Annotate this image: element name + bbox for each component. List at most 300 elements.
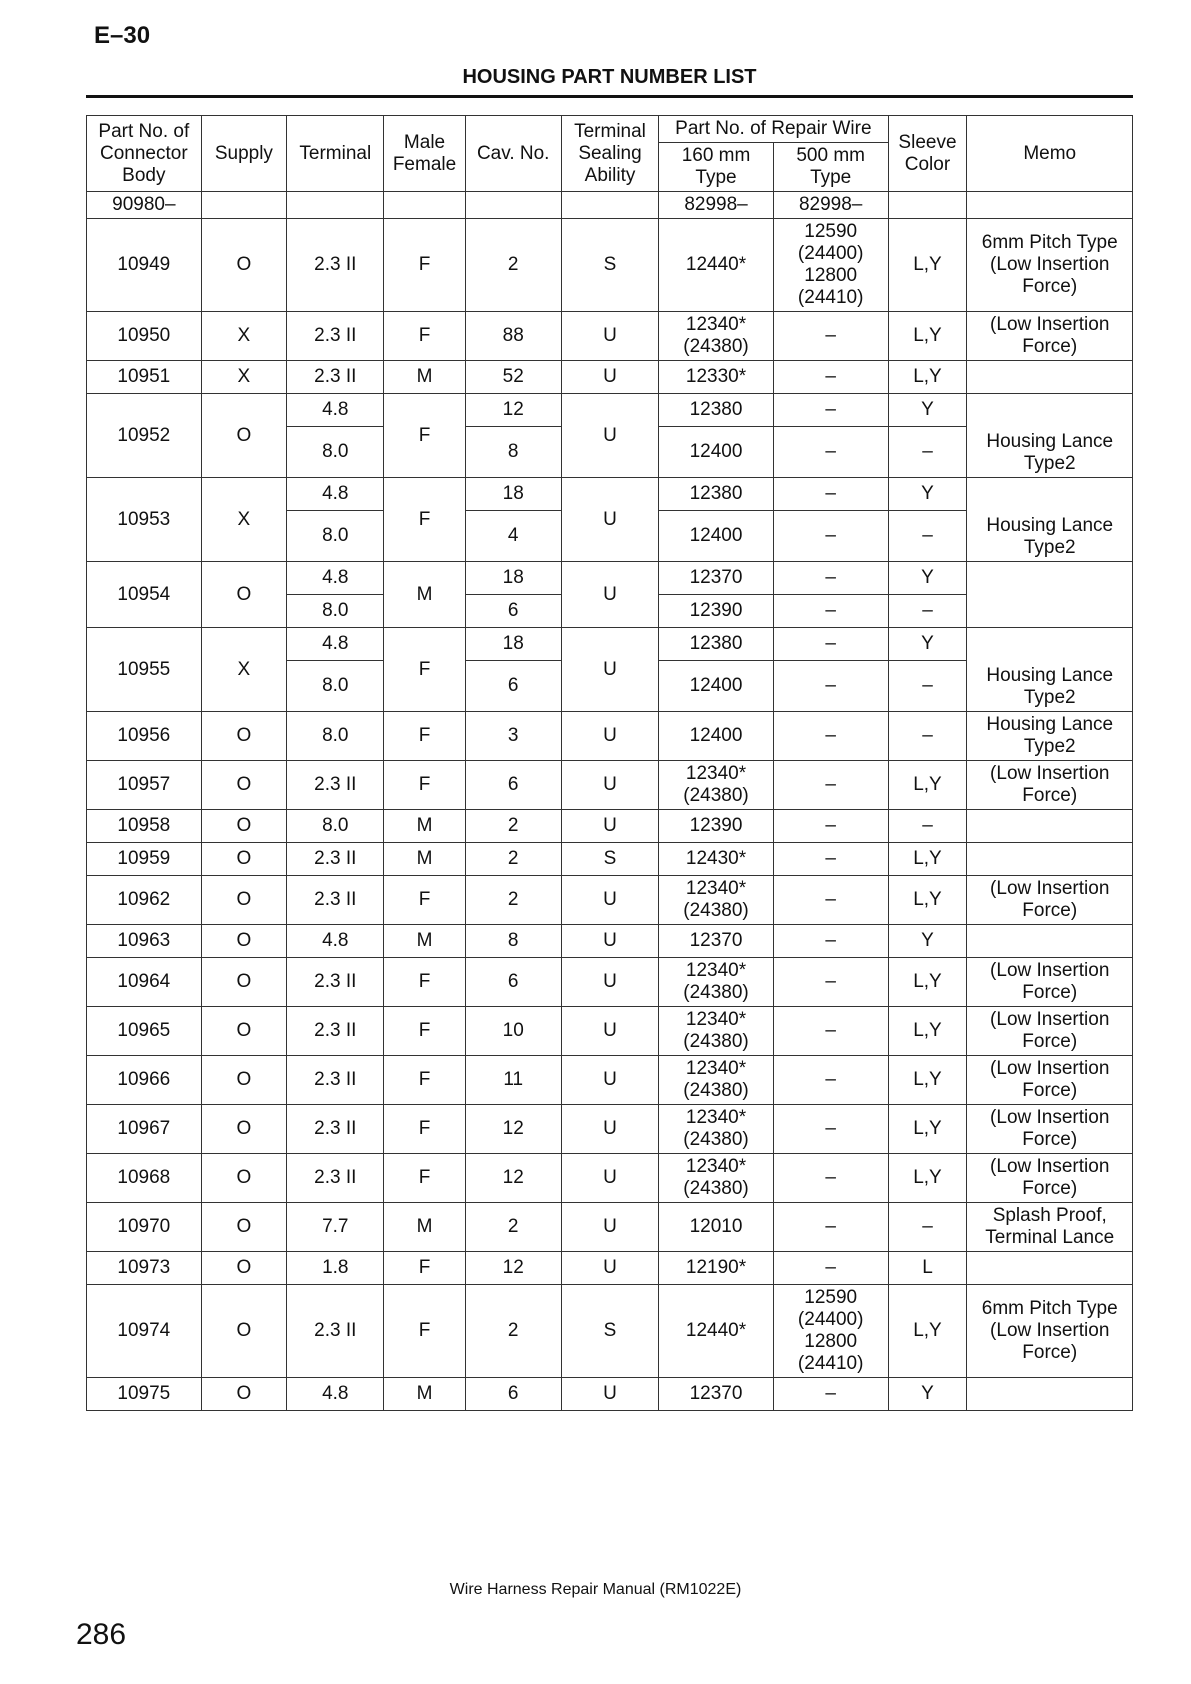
- supply-cell: O: [201, 1105, 286, 1154]
- table-row: [87, 562, 1133, 595]
- memo-cell: [967, 810, 1133, 843]
- repair-500-line: –: [825, 971, 836, 992]
- table-row: [87, 1105, 1133, 1154]
- male-female-cell: F: [384, 394, 465, 478]
- repair-160-line: 12340*: [685, 1058, 747, 1079]
- memo-line: Force): [1022, 336, 1078, 357]
- cav-no-cell: 2: [465, 843, 561, 876]
- cav-no-cell: 4: [465, 511, 561, 562]
- repair-160-cell: [659, 478, 774, 511]
- sleeve-color-cell: L,Y: [888, 312, 967, 361]
- male-female-cell: M: [384, 1203, 465, 1252]
- prefix-empty-cell: [967, 192, 1133, 219]
- sleeve-color-cell: Y: [888, 628, 967, 661]
- part-no-cell: 10956: [87, 712, 202, 761]
- part-no-cell: 10970: [87, 1203, 202, 1252]
- sleeve-color-cell: L,Y: [888, 1154, 967, 1203]
- memo-line: Force): [1022, 1031, 1078, 1052]
- repair-500-cell: [773, 661, 888, 712]
- male-female-cell: M: [384, 562, 465, 628]
- memo-line: Housing Lance: [986, 431, 1114, 452]
- male-female-cell: M: [384, 361, 465, 394]
- repair-500-line: –: [825, 633, 836, 654]
- sleeve-color-cell: L,Y: [888, 1007, 967, 1056]
- sleeve-color-cell: Y: [888, 478, 967, 511]
- supply-cell: X: [201, 312, 286, 361]
- repair-500-cell: [773, 1203, 888, 1252]
- memo-cell: [967, 1378, 1133, 1411]
- part-no-cell: 10953: [87, 478, 202, 562]
- table-row: [87, 1285, 1133, 1378]
- header-cav-no: Cav. No.: [465, 116, 561, 192]
- table-row: [87, 843, 1133, 876]
- table-row: [87, 1056, 1133, 1105]
- part-no-cell: 10965: [87, 1007, 202, 1056]
- table-row: [87, 712, 1133, 761]
- terminal-cell: 8.0: [287, 595, 384, 628]
- memo-line: Housing Lance: [986, 665, 1114, 686]
- repair-500-line: –: [825, 1069, 836, 1090]
- cav-no-cell: 8: [465, 427, 561, 478]
- sealing-cell: U: [561, 761, 658, 810]
- repair-160-line: 12340*: [685, 1156, 747, 1177]
- cav-no-cell: 2: [465, 810, 561, 843]
- memo-line: (Low Insertion: [990, 1058, 1110, 1079]
- memo-line: (Low Insertion: [990, 314, 1110, 335]
- sealing-cell: U: [561, 1056, 658, 1105]
- repair-160-cell: [659, 1285, 774, 1378]
- memo-line: (Low Insertion: [990, 1107, 1110, 1128]
- sleeve-color-cell: L,Y: [888, 1056, 967, 1105]
- memo-line: (Low Insertion: [990, 1156, 1110, 1177]
- repair-160-line: 12400: [689, 675, 743, 696]
- terminal-cell: 2.3 II: [287, 312, 384, 361]
- repair-160-line: (24380): [683, 1129, 749, 1150]
- sealing-cell: U: [561, 712, 658, 761]
- male-female-cell: F: [384, 219, 465, 312]
- sealing-cell: S: [561, 843, 658, 876]
- cav-no-cell: 2: [465, 219, 561, 312]
- repair-160-line: (24380): [683, 900, 749, 921]
- terminal-cell: 4.8: [287, 478, 384, 511]
- repair-160-cell: [659, 876, 774, 925]
- repair-500-cell: [773, 361, 888, 394]
- repair-500-line: –: [825, 675, 836, 696]
- repair-500-line: (24400): [797, 1309, 864, 1330]
- part-no-cell: 10950: [87, 312, 202, 361]
- repair-160-cell: [659, 761, 774, 810]
- cav-no-cell: 18: [465, 628, 561, 661]
- repair-160-line: 12370: [689, 930, 743, 951]
- table-row: [87, 478, 1133, 511]
- table-row: [87, 361, 1133, 394]
- memo-cell: [967, 712, 1133, 761]
- repair-500-line: –: [825, 441, 836, 462]
- cav-no-cell: 10: [465, 1007, 561, 1056]
- sleeve-color-cell: Y: [888, 1378, 967, 1411]
- sleeve-color-cell: Y: [888, 925, 967, 958]
- supply-cell: O: [201, 761, 286, 810]
- repair-500-line: –: [825, 930, 836, 951]
- part-no-cell: 10974: [87, 1285, 202, 1378]
- memo-cell: [967, 312, 1133, 361]
- memo-line: Type2: [1023, 687, 1076, 708]
- repair-160-line: 12380: [689, 633, 743, 654]
- memo-cell: [967, 761, 1133, 810]
- sleeve-color-cell: –: [888, 595, 967, 628]
- terminal-cell: 8.0: [287, 712, 384, 761]
- repair-160-cell: [659, 1378, 774, 1411]
- prefix-part-no: 90980–: [87, 192, 202, 219]
- repair-500-line: –: [825, 567, 836, 588]
- memo-cell: [967, 562, 1133, 628]
- sleeve-color-cell: L,Y: [888, 1105, 967, 1154]
- terminal-cell: 2.3 II: [287, 219, 384, 312]
- memo-cell: [967, 1285, 1133, 1378]
- prefix-empty-cell: [287, 192, 384, 219]
- male-female-cell: M: [384, 925, 465, 958]
- repair-160-line: (24380): [683, 1080, 749, 1101]
- repair-160-line: 12400: [689, 525, 743, 546]
- memo-line: (Low Insertion: [990, 1009, 1110, 1030]
- cav-no-cell: 6: [465, 1378, 561, 1411]
- part-no-cell: 10954: [87, 562, 202, 628]
- prefix-row: [87, 192, 1133, 219]
- sleeve-color-cell: –: [888, 427, 967, 478]
- repair-500-cell: [773, 394, 888, 427]
- terminal-cell: 2.3 II: [287, 958, 384, 1007]
- sleeve-color-cell: L,Y: [888, 761, 967, 810]
- memo-line: (Low Insertion: [990, 878, 1110, 899]
- repair-500-cell: [773, 511, 888, 562]
- memo-cell: [967, 1105, 1133, 1154]
- table-row: [87, 312, 1133, 361]
- male-female-cell: F: [384, 1105, 465, 1154]
- terminal-cell: 1.8: [287, 1252, 384, 1285]
- repair-160-cell: [659, 1105, 774, 1154]
- terminal-cell: 4.8: [287, 394, 384, 427]
- terminal-cell: 2.3 II: [287, 761, 384, 810]
- supply-cell: O: [201, 876, 286, 925]
- supply-cell: O: [201, 925, 286, 958]
- repair-160-line: 12390: [689, 600, 743, 621]
- repair-500-cell: [773, 1007, 888, 1056]
- memo-line: Type2: [1023, 453, 1076, 474]
- table-row: [87, 876, 1133, 925]
- repair-160-line: 12440*: [685, 254, 747, 275]
- memo-cell: [967, 1056, 1133, 1105]
- header-repair-160: 160 mm Type: [659, 143, 774, 192]
- repair-500-cell: [773, 1056, 888, 1105]
- prefix-empty-cell: [561, 192, 658, 219]
- table-row: [87, 925, 1133, 958]
- table-row: [87, 1203, 1133, 1252]
- terminal-cell: 8.0: [287, 661, 384, 712]
- part-no-cell: 10952: [87, 394, 202, 478]
- male-female-cell: F: [384, 712, 465, 761]
- sleeve-color-cell: Y: [888, 394, 967, 427]
- supply-cell: O: [201, 1056, 286, 1105]
- cav-no-cell: 11: [465, 1056, 561, 1105]
- header-supply: Supply: [201, 116, 286, 192]
- prefix-empty-cell: [201, 192, 286, 219]
- repair-160-line: (24380): [683, 1031, 749, 1052]
- male-female-cell: F: [384, 876, 465, 925]
- repair-160-line: (24380): [683, 982, 749, 1003]
- memo-cell: [967, 876, 1133, 925]
- memo-line: Force): [1022, 276, 1078, 297]
- repair-160-cell: [659, 1154, 774, 1203]
- part-no-cell: 10959: [87, 843, 202, 876]
- sealing-cell: U: [561, 1252, 658, 1285]
- part-no-cell: 10966: [87, 1056, 202, 1105]
- repair-500-cell: [773, 595, 888, 628]
- repair-500-cell: [773, 1378, 888, 1411]
- male-female-cell: F: [384, 1056, 465, 1105]
- cav-no-cell: 6: [465, 595, 561, 628]
- repair-160-line: 12380: [689, 399, 743, 420]
- terminal-cell: 2.3 II: [287, 1007, 384, 1056]
- memo-cell: [967, 1007, 1133, 1056]
- table-row: [87, 810, 1133, 843]
- table-header: [87, 116, 1133, 192]
- male-female-cell: F: [384, 628, 465, 712]
- repair-160-line: 12430*: [685, 848, 747, 869]
- repair-500-cell: [773, 1252, 888, 1285]
- repair-500-line: –: [825, 399, 836, 420]
- supply-cell: O: [201, 219, 286, 312]
- memo-line: Housing Lance: [986, 515, 1114, 536]
- memo-line: (Low Insertion: [990, 763, 1110, 784]
- repair-500-line: 12590: [804, 221, 858, 242]
- sealing-cell: U: [561, 562, 658, 628]
- cav-no-cell: 2: [465, 1203, 561, 1252]
- repair-160-cell: [659, 1203, 774, 1252]
- memo-cell: [967, 1203, 1133, 1252]
- sealing-cell: U: [561, 1203, 658, 1252]
- table-body: [87, 192, 1133, 1411]
- prefix-repair-160: 82998–: [659, 192, 774, 219]
- male-female-cell: M: [384, 843, 465, 876]
- sealing-cell: U: [561, 925, 658, 958]
- repair-500-cell: [773, 219, 888, 312]
- cav-no-cell: 52: [465, 361, 561, 394]
- repair-160-line: 12340*: [685, 1009, 747, 1030]
- cav-no-cell: 12: [465, 1105, 561, 1154]
- supply-cell: X: [201, 478, 286, 562]
- prefix-empty-cell: [465, 192, 561, 219]
- repair-160-line: (24380): [683, 336, 749, 357]
- sealing-cell: S: [561, 1285, 658, 1378]
- supply-cell: O: [201, 1203, 286, 1252]
- memo-line: Splash Proof,: [992, 1205, 1107, 1226]
- page-title: HOUSING PART NUMBER LIST: [462, 66, 757, 88]
- repair-500-line: –: [825, 366, 836, 387]
- supply-cell: O: [201, 958, 286, 1007]
- memo-cell: [967, 219, 1133, 312]
- memo-line: Force): [1022, 1178, 1078, 1199]
- sealing-cell: U: [561, 1154, 658, 1203]
- memo-line: 6mm Pitch Type: [981, 232, 1118, 253]
- male-female-cell: F: [384, 478, 465, 562]
- prefix-empty-cell: [384, 192, 465, 219]
- cav-no-cell: 2: [465, 876, 561, 925]
- repair-160-line: 12010: [689, 1216, 743, 1237]
- memo-cell: [967, 958, 1133, 1007]
- repair-160-cell: [659, 312, 774, 361]
- repair-500-line: –: [825, 325, 836, 346]
- part-no-cell: 10957: [87, 761, 202, 810]
- sleeve-color-cell: –: [888, 810, 967, 843]
- repair-160-cell: [659, 810, 774, 843]
- terminal-cell: 4.8: [287, 925, 384, 958]
- repair-500-cell: [773, 925, 888, 958]
- memo-line: Type2: [1023, 537, 1076, 558]
- part-no-cell: 10958: [87, 810, 202, 843]
- memo-line: (Low Insertion: [990, 960, 1110, 981]
- terminal-cell: 2.3 II: [287, 1285, 384, 1378]
- repair-500-cell: [773, 312, 888, 361]
- cav-no-cell: 12: [465, 394, 561, 427]
- memo-line: Force): [1022, 1080, 1078, 1101]
- male-female-cell: F: [384, 1007, 465, 1056]
- repair-160-cell: [659, 925, 774, 958]
- sleeve-color-cell: L,Y: [888, 843, 967, 876]
- repair-160-cell: [659, 511, 774, 562]
- memo-line: (Low Insertion: [990, 254, 1110, 275]
- memo-line: Force): [1022, 982, 1078, 1003]
- memo-line: Force): [1022, 900, 1078, 921]
- sealing-cell: S: [561, 219, 658, 312]
- memo-line: Terminal Lance: [985, 1227, 1115, 1248]
- sleeve-color-cell: L: [888, 1252, 967, 1285]
- male-female-cell: F: [384, 1285, 465, 1378]
- supply-cell: O: [201, 1378, 286, 1411]
- memo-cell: [967, 394, 1133, 478]
- supply-cell: O: [201, 1285, 286, 1378]
- repair-500-cell: [773, 628, 888, 661]
- table-row: [87, 394, 1133, 427]
- terminal-cell: 8.0: [287, 511, 384, 562]
- supply-cell: O: [201, 810, 286, 843]
- repair-500-cell: [773, 810, 888, 843]
- male-female-cell: F: [384, 1252, 465, 1285]
- male-female-cell: F: [384, 312, 465, 361]
- repair-500-line: –: [825, 725, 836, 746]
- sealing-cell: U: [561, 312, 658, 361]
- sleeve-color-cell: L,Y: [888, 219, 967, 312]
- repair-500-cell: [773, 958, 888, 1007]
- memo-line: Force): [1022, 1129, 1078, 1150]
- male-female-cell: F: [384, 958, 465, 1007]
- repair-160-cell: [659, 1252, 774, 1285]
- memo-line: (Low Insertion: [990, 1320, 1110, 1341]
- header-memo: Memo: [967, 116, 1133, 192]
- repair-500-cell: [773, 761, 888, 810]
- repair-500-cell: [773, 843, 888, 876]
- header-terminal: Terminal: [287, 116, 384, 192]
- repair-160-line: 12370: [689, 1383, 743, 1404]
- memo-cell: [967, 478, 1133, 562]
- part-no-cell: 10967: [87, 1105, 202, 1154]
- repair-160-line: (24380): [683, 785, 749, 806]
- male-female-cell: M: [384, 810, 465, 843]
- male-female-cell: F: [384, 1154, 465, 1203]
- sealing-cell: U: [561, 478, 658, 562]
- memo-line: Force): [1022, 1342, 1078, 1363]
- repair-160-line: 12190*: [685, 1257, 747, 1278]
- terminal-cell: 2.3 II: [287, 361, 384, 394]
- supply-cell: O: [201, 1007, 286, 1056]
- sleeve-color-cell: L,Y: [888, 958, 967, 1007]
- sealing-cell: U: [561, 1378, 658, 1411]
- repair-500-line: –: [825, 1383, 836, 1404]
- supply-cell: O: [201, 712, 286, 761]
- repair-160-line: 12340*: [685, 1107, 747, 1128]
- repair-160-line: (24380): [683, 1178, 749, 1199]
- part-no-cell: 10968: [87, 1154, 202, 1203]
- terminal-cell: 2.3 II: [287, 1105, 384, 1154]
- repair-160-line: 12370: [689, 567, 743, 588]
- cav-no-cell: 6: [465, 761, 561, 810]
- sleeve-color-cell: Y: [888, 562, 967, 595]
- part-no-cell: 10955: [87, 628, 202, 712]
- repair-160-line: 12390: [689, 815, 743, 836]
- table-row: [87, 1154, 1133, 1203]
- repair-500-line: (24400): [797, 243, 864, 264]
- repair-500-line: –: [825, 1167, 836, 1188]
- supply-cell: O: [201, 1154, 286, 1203]
- cav-no-cell: 12: [465, 1252, 561, 1285]
- repair-500-line: –: [825, 525, 836, 546]
- cav-no-cell: 2: [465, 1285, 561, 1378]
- repair-160-line: 12340*: [685, 960, 747, 981]
- header-female: Female: [392, 153, 457, 175]
- sleeve-color-cell: –: [888, 1203, 967, 1252]
- header-male: Male: [403, 131, 446, 153]
- sealing-cell: U: [561, 876, 658, 925]
- memo-cell: [967, 1252, 1133, 1285]
- repair-160-cell: [659, 219, 774, 312]
- repair-500-cell: [773, 478, 888, 511]
- table-row: [87, 1007, 1133, 1056]
- supply-cell: O: [201, 562, 286, 628]
- repair-500-line: 12590: [804, 1287, 858, 1308]
- repair-160-cell: [659, 712, 774, 761]
- repair-500-line: –: [825, 1118, 836, 1139]
- repair-160-line: 12380: [689, 483, 743, 504]
- memo-line: Housing Lance: [986, 714, 1114, 735]
- header-male-female: [384, 116, 465, 192]
- repair-160-cell: [659, 562, 774, 595]
- part-no-cell: 10964: [87, 958, 202, 1007]
- sealing-cell: U: [561, 361, 658, 394]
- table-row: [87, 1252, 1133, 1285]
- sleeve-color-cell: –: [888, 661, 967, 712]
- repair-500-line: –: [825, 848, 836, 869]
- terminal-cell: 4.8: [287, 628, 384, 661]
- section-code: E–30: [94, 22, 151, 49]
- part-no-cell: 10949: [87, 219, 202, 312]
- terminal-cell: 8.0: [287, 427, 384, 478]
- header-sleeve-color: Sleeve Color: [888, 116, 967, 192]
- header-sealing-ability: Terminal Sealing Ability: [561, 116, 658, 192]
- repair-500-cell: [773, 712, 888, 761]
- repair-160-cell: [659, 843, 774, 876]
- sleeve-color-cell: –: [888, 712, 967, 761]
- sleeve-color-cell: L,Y: [888, 876, 967, 925]
- sealing-cell: U: [561, 1105, 658, 1154]
